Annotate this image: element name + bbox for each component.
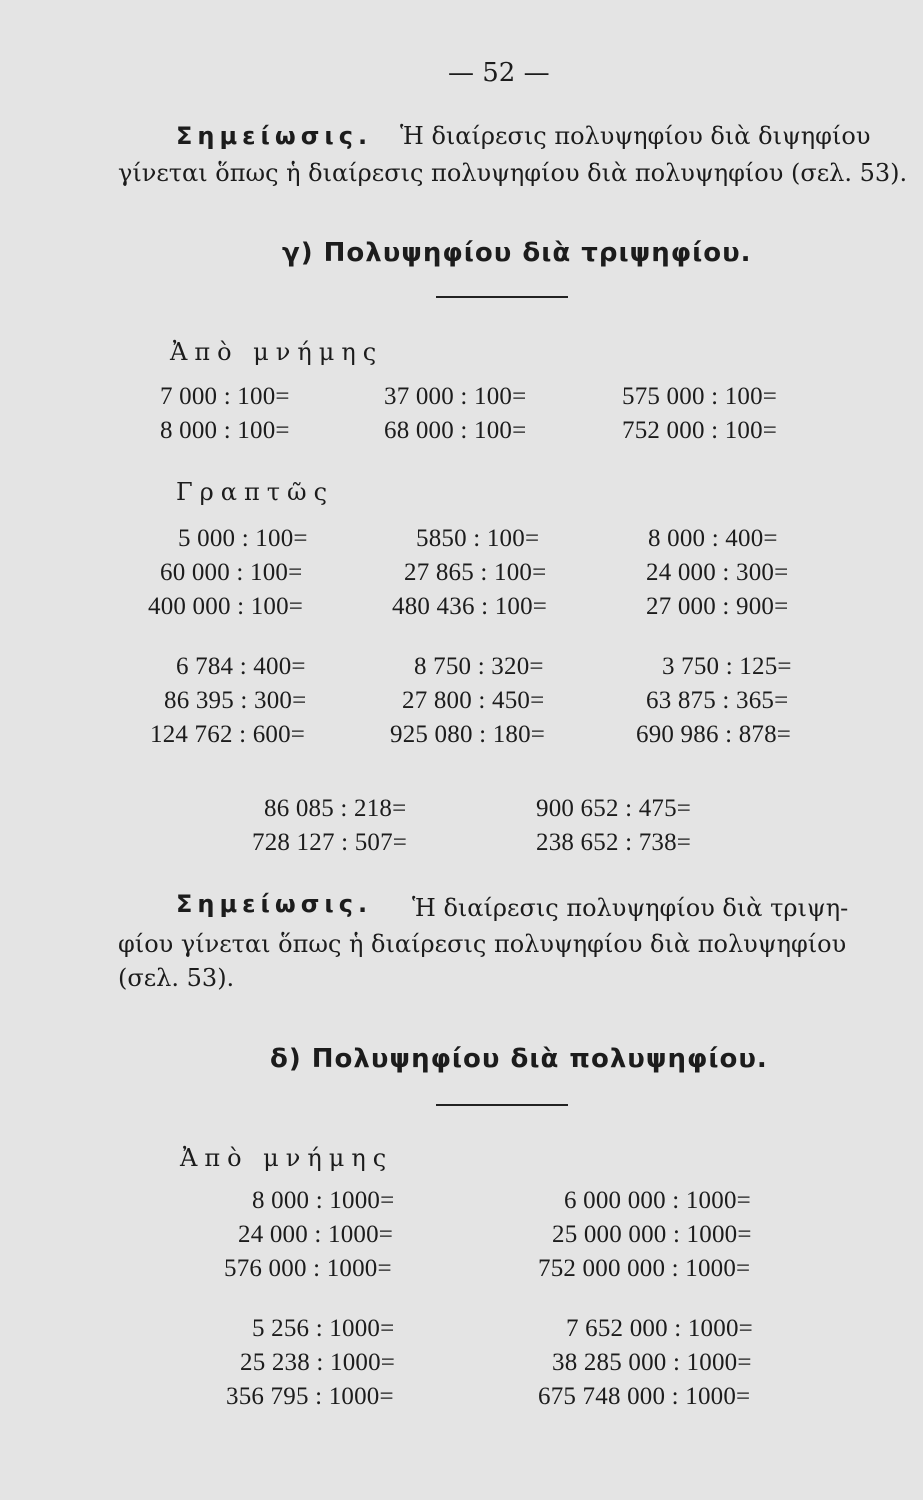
exercise: 68 000 : 100= xyxy=(384,417,527,444)
exercise: 124 762 : 600= xyxy=(150,721,306,748)
exercise: 8 750 : 320= xyxy=(414,653,544,680)
exercise: 576 000 : 1000= xyxy=(224,1255,392,1282)
exercise: 6 784 : 400= xyxy=(176,653,306,680)
note-text-line: φίου γίνεται ὅπως ἡ διαίρεσις πολυψηφίου διὰ πολυψηφίου xyxy=(118,930,847,958)
exercise: 356 795 : 1000= xyxy=(226,1383,394,1410)
exercise: 752 000 : 100= xyxy=(622,417,778,444)
exercise: 728 127 : 507= xyxy=(252,829,408,856)
exercise: 25 000 000 : 1000= xyxy=(552,1221,752,1248)
exercise: 63 875 : 365= xyxy=(646,687,789,714)
exercise: 8 000 : 100= xyxy=(160,417,290,444)
exercise: 480 436 : 100= xyxy=(392,593,548,620)
section-heading: δ) Πολυψηφίου διὰ πολυψηφίου. xyxy=(270,1044,768,1074)
section-divider xyxy=(436,1104,568,1106)
exercise: 5 256 : 1000= xyxy=(252,1315,395,1342)
note-text-line: Ἡ διαίρεσις πολυψηφίου διὰ διψηφίου xyxy=(400,122,871,150)
exercise: 25 238 : 1000= xyxy=(240,1349,396,1376)
exercise: 27 000 : 900= xyxy=(646,593,789,620)
subheading-mental: Ἀπὸ μνήμης xyxy=(180,1144,394,1172)
exercise: 238 652 : 738= xyxy=(536,829,692,856)
exercise: 690 986 : 878= xyxy=(636,721,792,748)
section-heading: γ) Πολυψηφίου διὰ τριψηφίου. xyxy=(282,238,752,268)
exercise: 27 865 : 100= xyxy=(404,559,547,586)
exercise: 86 395 : 300= xyxy=(164,687,307,714)
exercise: 575 000 : 100= xyxy=(622,383,778,410)
exercise: 8 000 : 1000= xyxy=(252,1187,395,1214)
exercise: 5850 : 100= xyxy=(416,525,540,552)
subheading-mental: Ἀπὸ μνήμης xyxy=(170,338,384,366)
note-label: Σημείωσις. xyxy=(176,890,373,918)
exercise: 24 000 : 1000= xyxy=(238,1221,394,1248)
note-label: Σημείωσις. xyxy=(176,122,373,150)
note-text-line: γίνεται ὅπως ἡ διαίρεσις πολυψηφίου διὰ πολυψηφίου (σελ. 53). xyxy=(118,159,908,187)
subheading-written: Γραπτῶς xyxy=(176,478,335,506)
exercise: 27 800 : 450= xyxy=(402,687,545,714)
exercise: 400 000 : 100= xyxy=(148,593,304,620)
exercise: 7 652 000 : 1000= xyxy=(566,1315,753,1342)
exercise: 752 000 000 : 1000= xyxy=(538,1255,751,1282)
exercise: 675 748 000 : 1000= xyxy=(538,1383,751,1410)
page-number: — 52 — xyxy=(448,58,550,88)
exercise: 86 085 : 218= xyxy=(264,795,407,822)
exercise: 24 000 : 300= xyxy=(646,559,789,586)
exercise: 7 000 : 100= xyxy=(160,383,290,410)
exercise: 8 000 : 400= xyxy=(648,525,778,552)
section-divider xyxy=(436,296,568,298)
exercise: 900 652 : 475= xyxy=(536,795,692,822)
note-text-line: (σελ. 53). xyxy=(118,964,235,992)
exercise: 6 000 000 : 1000= xyxy=(564,1187,751,1214)
exercise: 37 000 : 100= xyxy=(384,383,527,410)
exercise: 5 000 : 100= xyxy=(178,525,308,552)
exercise: 60 000 : 100= xyxy=(160,559,303,586)
exercise: 3 750 : 125= xyxy=(662,653,792,680)
note-text-line: Ἡ διαίρεσις πολυψηφίου διὰ τριψη- xyxy=(412,894,849,922)
exercise: 38 285 000 : 1000= xyxy=(552,1349,752,1376)
exercise: 925 080 : 180= xyxy=(390,721,546,748)
